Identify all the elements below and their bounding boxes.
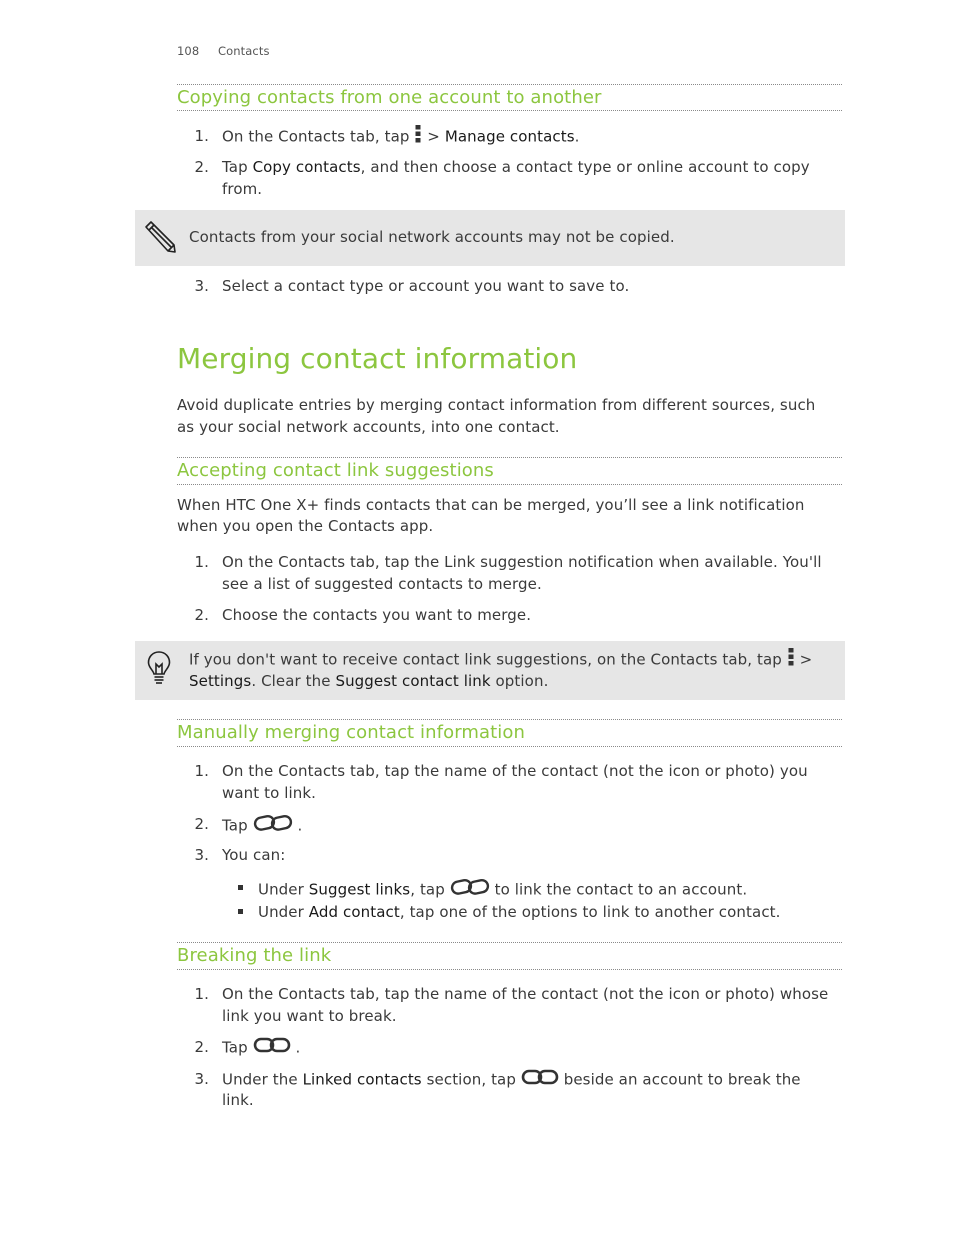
step-number: 2. [194, 815, 209, 833]
accepting-heading: Accepting contact link suggestions [177, 460, 494, 481]
manual-bullet-1: Under Suggest links, tap to link the contact to an account. [258, 877, 878, 903]
pencil-icon [142, 219, 178, 259]
accepting-step-2: Choose the contacts you want to merge. [222, 606, 532, 624]
tip-text-cont: Settings. Clear the Suggest contact link option. [189, 672, 549, 690]
merging-intro-cont: as your social network accounts, into one contact. [177, 418, 560, 436]
add-contact-label: Add contact [308, 903, 400, 921]
manual-step-2: Tap . [222, 813, 842, 839]
heading-rule-bottom [177, 746, 842, 747]
step-number: 1. [194, 127, 209, 145]
merging-title: Merging contact information [177, 342, 578, 375]
menu-icon [414, 125, 422, 149]
manual-heading: Manually merging contact information [177, 722, 526, 743]
heading-rule-top [177, 84, 842, 85]
step-number: 3. [194, 846, 209, 864]
link-suggest-icon [450, 877, 490, 903]
breaking-step-2: Tap . [222, 1036, 842, 1060]
heading-rule-bottom [177, 969, 842, 970]
page-section: Contacts [218, 44, 270, 58]
breaking-step-1-cont: link you want to break. [222, 1007, 397, 1025]
linked-icon [253, 1036, 291, 1060]
manual-step-1: On the Contacts tab, tap the name of the contact (not the icon or photo) you [222, 762, 808, 780]
step-number: 2. [194, 606, 209, 624]
accepting-step-1: On the Contacts tab, tap the Link suggestion notification when available. You'll [222, 553, 822, 571]
accepting-step-1-cont: see a list of suggested contacts to merge. [222, 575, 542, 593]
heading-rule-bottom [177, 110, 842, 111]
note-text: Contacts from your social network accounts may not be copied. [189, 228, 675, 246]
step-number: 3. [194, 1070, 209, 1088]
breaking-step-3-cont: link. [222, 1091, 254, 1109]
settings-label: Settings [189, 672, 252, 690]
lightbulb-icon [146, 650, 172, 690]
heading-rule-bottom [177, 484, 842, 485]
manage-contacts-label: Manage contacts [444, 127, 575, 146]
manual-step-3: You can: [222, 846, 286, 864]
breaking-heading: Breaking the link [177, 945, 332, 966]
manual-bullet-2: Under Add contact, tap one of the options to link to another contact. [258, 903, 781, 921]
copy-contacts-label: Copy contacts [252, 158, 361, 176]
suggest-contact-link-label: Suggest contact link [335, 672, 491, 690]
copying-step-3: Select a contact type or account you want to save to. [222, 277, 630, 295]
bullet-marker [238, 885, 243, 890]
breaking-step-1: On the Contacts tab, tap the name of the contact (not the icon or photo) whose [222, 985, 829, 1003]
step-number: 2. [194, 1038, 209, 1056]
accepting-intro-cont: when you open the Contacts app. [177, 517, 434, 535]
link-suggest-icon [253, 813, 293, 839]
copying-step-2: Tap Copy contacts, and then choose a contact type or online account to copy [222, 158, 810, 176]
copying-step-2-cont: from. [222, 180, 263, 198]
step-number: 1. [194, 553, 209, 571]
copying-heading: Copying contacts from one account to another [177, 87, 602, 108]
tip-text: If you don't want to receive contact link suggestions, on the Contacts tab, tap > [189, 648, 812, 672]
step-number: 1. [194, 762, 209, 780]
step-number: 3. [194, 277, 209, 295]
heading-rule-top [177, 719, 842, 720]
breaking-step-3: Under the Linked contacts section, tap beside an account to break the [222, 1068, 842, 1092]
manual-step-1-cont: want to link. [222, 784, 317, 802]
copying-step-1: On the Contacts tab, tap > Manage contacts. [222, 125, 842, 149]
accepting-intro: When HTC One X+ finds contacts that can be merged, you’ll see a link notification [177, 496, 805, 514]
bullet-marker [238, 909, 243, 914]
menu-icon [787, 648, 795, 672]
step-number: 2. [194, 158, 209, 176]
page-number: 108 [177, 44, 200, 58]
step-number: 1. [194, 985, 209, 1003]
linked-contacts-label: Linked contacts [302, 1070, 422, 1089]
merging-intro: Avoid duplicate entries by merging contact information from different sources, such [177, 396, 816, 414]
heading-rule-top [177, 457, 842, 458]
heading-rule-top [177, 942, 842, 943]
suggest-links-label: Suggest links [308, 880, 411, 899]
